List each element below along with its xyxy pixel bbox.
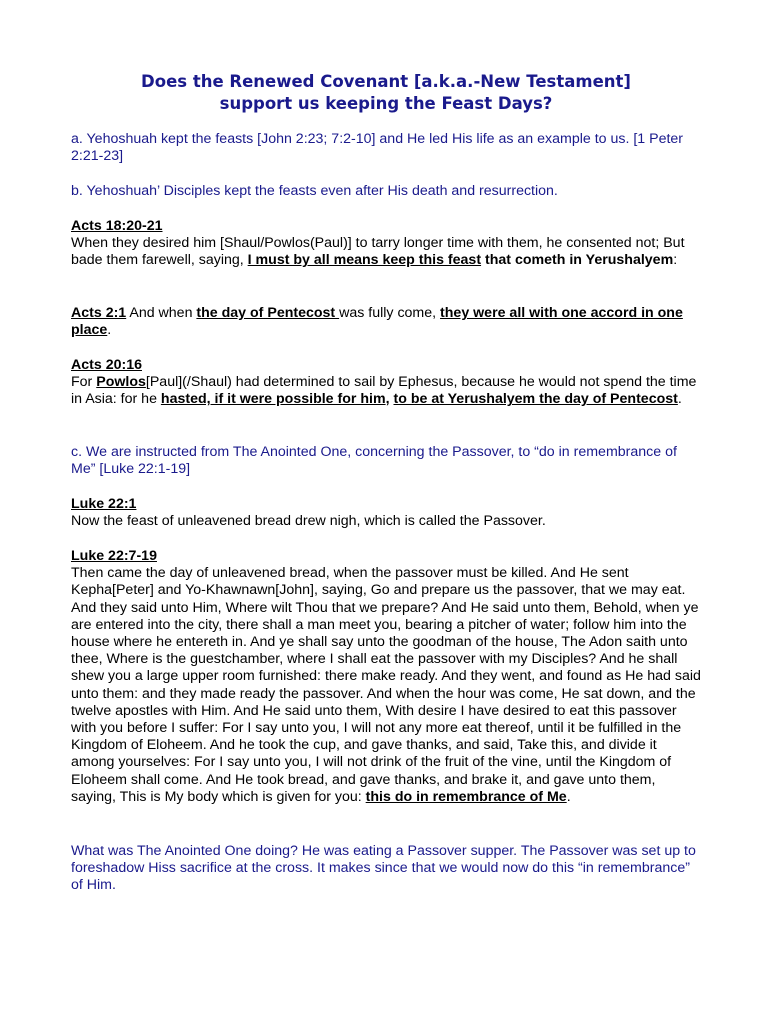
acts-18-emphasis-1: I must by all means keep this feast	[247, 252, 482, 269]
luke-22-1-reference: Luke 22:1	[71, 496, 137, 512]
acts-2-text-2: was fully come,	[339, 305, 441, 321]
luke-22-7-body: Then came the day of unleavened bread, when the passover must be killed. And He sent Kepha[Peter] and Yo-Khawnawn[John], saying, Go and prepare us the passover, that we may eat. And they said unto Him, Where wilt Thou that we prepare? And He said unto them, Behold, when ye are entered into the city, there shall a man meet you, bearing a pitcher of water; follow him into the house where he entereth in. And ye shall say unto the goodman of the house, The Adon saith unto thee, Where is the guestchamber, where I shall eat the passover with my Disciples? And he shall shew you a large upper room furnished: there make ready. And they went, and found as He had said unto them: and they made ready the passover. And when the hour was come, He sat down, and the twelve apostles with Him. And He said unto them, With desire I have desired to eat this passover with you before I suffer: For I say unto you, I will not any more eat thereof, until it be fulfilled in the Kingdom of Eloheem. And he took the cup, and gave thanks, and said, Take this, and divide it among yourselves: For I say unto you, I will not drink of the fruit of the vine, until the Kingdom of Eloheem shall come. And He took bread, and gave thanks, and brake it, and gave unto them, saying, This is My body which is given for you:	[71, 565, 701, 805]
acts-2-emphasis-1: the day of Pentecost	[196, 305, 340, 321]
acts-2-emphasis-2: they were all with one accord in one place	[71, 305, 683, 339]
acts-18-text-1: When they desired him [Shaul/Powlos(Paul)] to tarry longer time with them, he consented not; But bade them farewell, saying,	[71, 235, 685, 269]
acts-20-reference: Acts 20:16	[71, 357, 142, 373]
luke-22-7-section	[71, 548, 701, 806]
acts-18-emphasis-2: that cometh in Yerushalyem	[481, 252, 674, 269]
title-line-2: support us keeping the Feast Days?	[219, 94, 553, 113]
acts-18-end: :	[673, 252, 678, 269]
closing-paragraph: What was The Anointed One doing? He was eating a Passover supper. The Passover was set up to foreshadow Hiss sacrifice at the cross. It makes since that we would now do this “in remembrance” of Him.	[71, 843, 696, 894]
acts-20-emphasis-2: hasted, if it were possible for him	[160, 391, 386, 408]
acts-2-reference: Acts 2:1	[71, 305, 127, 321]
acts-20-comma: ,	[385, 391, 390, 408]
point-b: b. Yehoshuah’ Disciples kept the feasts even after His death and resurrection.	[71, 183, 558, 199]
luke-22-7-reference: Luke 22:7-19	[71, 548, 157, 564]
acts-20-emphasis-1: Powlos	[96, 374, 146, 391]
acts-20-end: .	[677, 391, 682, 408]
acts-20-text-1: For	[71, 374, 97, 391]
luke-22-7-end: .	[566, 788, 571, 805]
luke-22-1-section	[71, 496, 701, 530]
page-title	[71, 71, 701, 115]
point-c: c. We are instructed from The Anointed One, concerning the Passover, to “do in remembrance of Me” [Luke 22:1-19]	[71, 444, 677, 478]
acts-2-section	[71, 305, 701, 339]
acts-20-text	[71, 374, 701, 408]
acts-18-text	[71, 235, 701, 269]
acts-20-section	[71, 357, 701, 409]
acts-2-end: .	[107, 322, 112, 339]
acts-18-section	[71, 218, 701, 270]
acts-20-emphasis-3: to be at Yerushalyem the day of Pentecost	[393, 391, 678, 408]
luke-22-1-text: Now the feast of unleavened bread drew nigh, which is called the Passover.	[71, 513, 546, 530]
acts-18-reference: Acts 18:20-21	[71, 218, 163, 234]
acts-2-text-1: And when	[126, 305, 197, 321]
point-a: a. Yehoshuah kept the feasts [John 2:23; 7:2-10] and He led His life as an example to us. [1 Peter 2:21-23]	[71, 131, 684, 165]
luke-22-7-text	[71, 565, 701, 806]
luke-22-7-emphasis: this do in remembrance of Me	[365, 788, 567, 805]
acts-20-text-2: [Paul](/Shaul) had determined to sail by Ephesus, because he would not spend the time in Asia: for he	[71, 374, 697, 408]
title-line-1: Does the Renewed Covenant [a.k.a.-New Testament]	[141, 72, 631, 91]
